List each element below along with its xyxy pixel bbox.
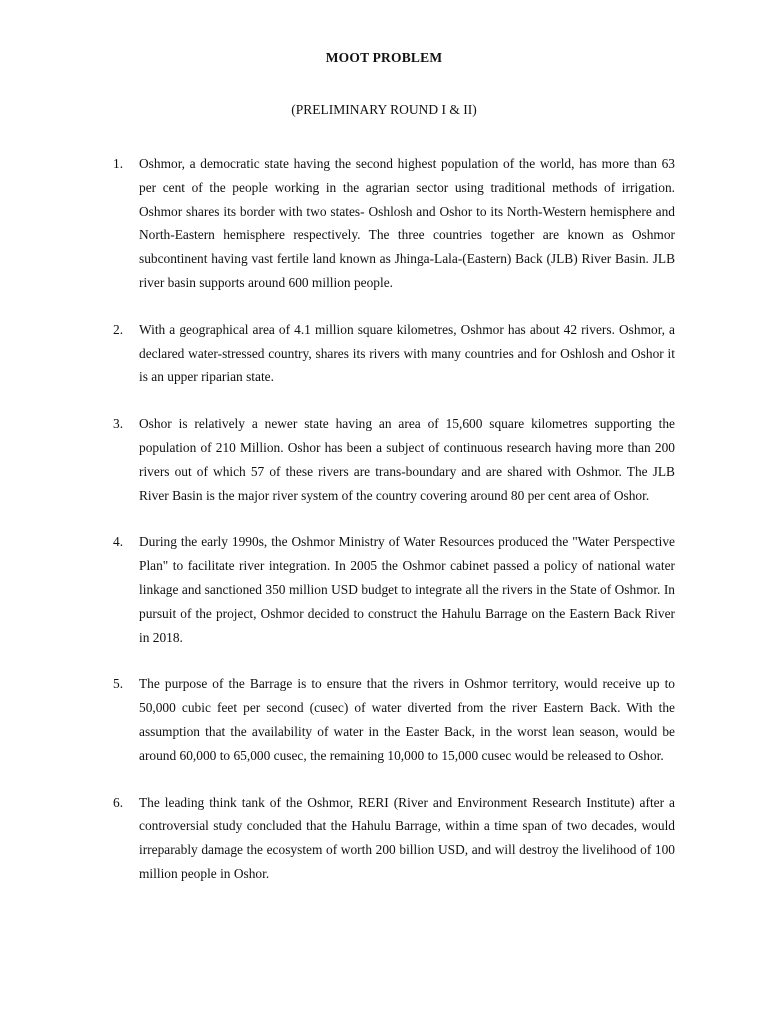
paragraph-number: 3.: [113, 416, 124, 432]
paragraph-5: [113, 672, 675, 767]
paragraph-number: 1.: [113, 156, 124, 171]
paragraph-text: The purpose of the Barrage is to ensure that the rivers in Oshmor territory, would receive up to 50,000 cubic feet per second (cusec) of water diverted from the river Eastern Back. With the assumption that the availability of water in the Easter Back, in the worst lean season, would be around 60,000 to 65,000 cusec, the remaining 10,000 to 15,000 cusec would be released to Oshor.: [139, 676, 675, 763]
document-subtitle: (PRELIMINARY ROUND I & II): [291, 102, 477, 117]
paragraph-number: 4.: [113, 534, 124, 550]
paragraph-text: The leading think tank of the Oshmor, RERI (River and Environment Research Institute) after a controversial study concluded that the Hahulu Barrage, within a time span of two decades, would irreparably damage the ecosystem of worth 200 billion USD, and will destroy the livelihood of 100 million people in Oshor.: [139, 794, 675, 881]
paragraph-2: [113, 318, 675, 389]
paragraph-list: [113, 152, 675, 909]
paragraph-number: 5.: [113, 676, 124, 692]
document-title: MOOT PROBLEM: [325, 50, 443, 65]
paragraph-text: During the early 1990s, the Oshmor Ministry of Water Resources produced the "Water Perspective Plan" to facilitate river integration. In 2005 the Oshmor cabinet passed a policy of national water linkage and sanctioned 350 million USD budget to integrate all the rivers in the State of Oshmor. In pursuit of the project, Oshmor decided to construct the Hahulu Barrage on the Eastern Back River in 2018.: [139, 534, 675, 645]
paragraph-text: With a geographical area of 4.1 million square kilometres, Oshmor has about 42 rivers. Oshmor, a declared water-stressed country, shares its rivers with many countries and for Oshlosh and Oshor it is an upper riparian state.: [139, 321, 675, 385]
paragraph-text: Oshmor, a democratic state having the second highest population of the world, has more than 63 per cent of the people working in the agrarian sector using traditional methods of irrigation. Oshmor shares its border with two states- Oshlosh and Oshor to its North-Western hemisphere and North-Eastern hemisphere respectively. The three countries together are known as Oshmor subcontinent having vast fertile land known as Jhinga-Lala-(Eastern) Back (JLB) River Basin. JLB river basin supports around 600 million people.: [139, 156, 675, 290]
paragraph-3: [113, 412, 675, 507]
paragraph-number: 2.: [113, 321, 124, 337]
paragraph-6: [113, 791, 675, 886]
paragraph-text: Oshor is relatively a newer state having an area of 15,600 square kilometres supporting the population of 210 Million. Oshor has been a subject of continuous research having more than 200 rivers out of which 57 of these rivers are trans-boundary and are shared with Oshmor. The JLB River Basin is the major river system of the country covering around 80 per cent area of Oshor.: [139, 416, 675, 503]
paragraph-4: [113, 530, 675, 649]
paragraph-1: [113, 152, 675, 295]
paragraph-number: 6.: [113, 794, 124, 810]
